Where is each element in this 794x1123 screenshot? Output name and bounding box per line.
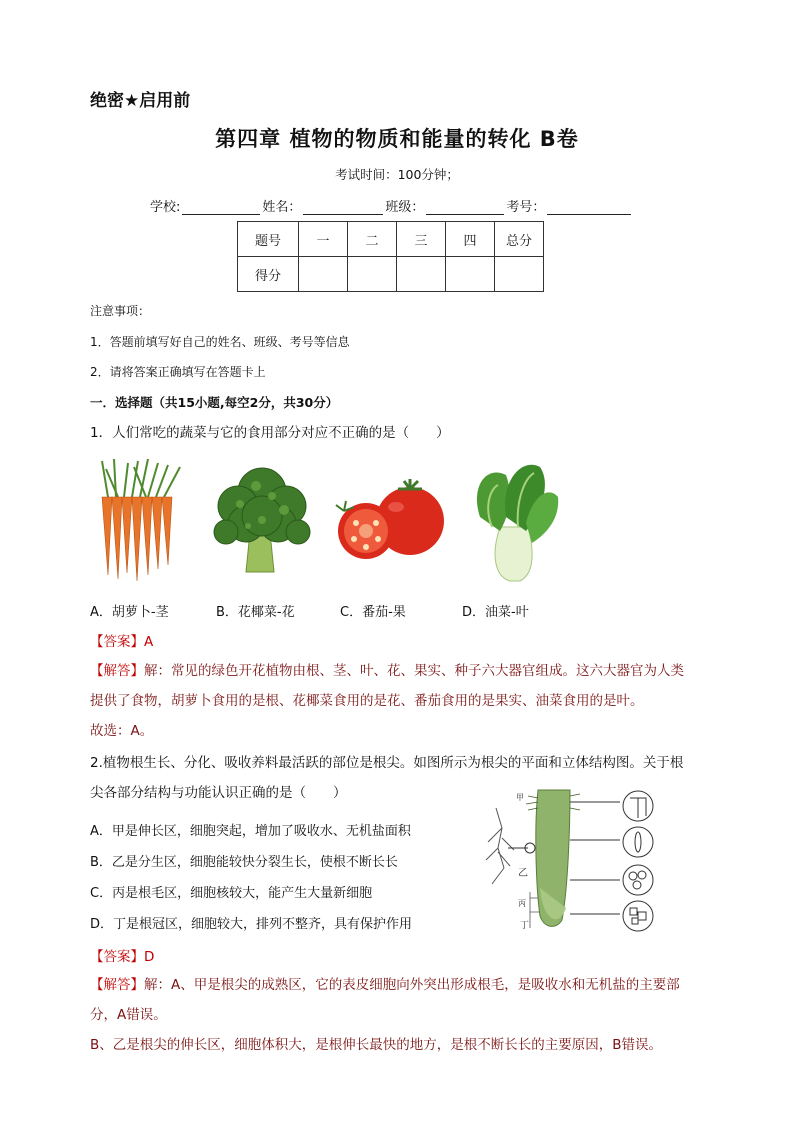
score-header-cell: 四 [446, 222, 495, 257]
name-blank[interactable] [303, 200, 383, 215]
label-ding: 丁 [520, 921, 530, 931]
explain-line: B、乙是根尖的伸长区，细胞体积大，是根伸长最快的地方，是根不断长长的主要原因，B错误。 [90, 1037, 663, 1053]
q1-option-d[interactable]: D．油菜-叶 [462, 605, 529, 620]
q1-option-b[interactable]: B．花椰菜-花 [216, 605, 295, 620]
carrot-image [88, 457, 188, 583]
root-label-glyphs [516, 793, 529, 931]
explain-line: 【解答】解：A、甲是根尖的成熟区，它的表皮细胞向外突出形成根毛，是吸收水和无机盐的主要部 [90, 977, 680, 993]
question-2-stem: 2.植物根生长、分化、吸收养料最活跃的部位是根尖。如图所示为根尖的平面和立体结构图。关于根 尖各部分结构与功能认识正确的是（ ） [90, 755, 684, 801]
school-label: 学校: [150, 200, 181, 215]
score-header-cell: 二 [348, 222, 397, 257]
bok-choy-image [470, 457, 560, 585]
score-table-header [238, 222, 544, 257]
score-header-cell: 题号 [238, 222, 299, 257]
answer-value: A [144, 634, 154, 650]
explain-tag: 【解答】 [90, 977, 144, 993]
score-header-cell: 三 [397, 222, 446, 257]
explain-line: 分，A错误。 [90, 1007, 167, 1023]
q2-explanation [90, 970, 710, 1060]
explain-tag: 【解答】 [90, 663, 144, 679]
root-tip-diagram [478, 788, 668, 936]
q2-option-a[interactable]: A．甲是伸长区，细胞突起，增加了吸收水、无机盐面积 [90, 824, 411, 839]
secret-label: 绝密★启用前 [90, 91, 191, 111]
q1-explanation [90, 656, 710, 746]
label-yi: 乙 [518, 868, 528, 879]
label-jia: 甲 [516, 793, 524, 802]
score-table [237, 221, 544, 292]
question-1-stem: 1．人们常吃的蔬菜与它的食用部分对应不正确的是（ ） [90, 425, 450, 441]
student-info-line [150, 196, 633, 215]
q1-option-a[interactable]: A．胡萝卜-茎 [90, 605, 169, 620]
exam-time: 考试时间：100分钟； [335, 167, 459, 182]
score-row-label: 得分 [238, 257, 299, 292]
school-blank[interactable] [182, 200, 260, 215]
number-label: 考号： [506, 200, 546, 215]
score-cell[interactable] [299, 257, 348, 292]
score-cell[interactable] [348, 257, 397, 292]
score-cell[interactable] [446, 257, 495, 292]
number-blank[interactable] [547, 200, 631, 215]
answer-tag: 【答案】 [90, 949, 144, 965]
note-item: 2．请将答案正确填写在答题卡上 [90, 365, 266, 379]
tomato-image [332, 477, 448, 563]
q1-option-c[interactable]: C．番茄-果 [340, 605, 406, 620]
q2-option-d[interactable]: D．丁是根冠区，细胞较大，排列不整齐，具有保护作用 [90, 917, 413, 932]
name-label: 姓名： [262, 200, 302, 215]
score-cell[interactable] [495, 257, 544, 292]
score-header-cell: 总分 [495, 222, 544, 257]
score-cell[interactable] [397, 257, 446, 292]
q2-option-c[interactable]: C．丙是根毛区，细胞核较大，能产生大量新细胞 [90, 886, 373, 901]
section-title: 一．选择题（共15小题,每空2分，共30分） [90, 395, 339, 410]
explain-line: 【解答】解：常见的绿色开花植物由根、茎、叶、花、果实、种子六大器官组成。这六大器官为人类 [90, 663, 684, 679]
answer-tag: 【答案】 [90, 634, 144, 650]
note-item: 1．答题前填写好自己的姓名、班级、考号等信息 [90, 335, 350, 349]
notes-title: 注意事项： [90, 304, 151, 318]
q1-answer [90, 630, 153, 650]
q2-answer [90, 945, 154, 965]
score-header-cell: 一 [299, 222, 348, 257]
score-table-row [238, 257, 544, 292]
explain-line: 提供了食物，胡萝卜食用的是根、花椰菜食用的是花、番茄食用的是果实、油菜食用的是叶。 [90, 693, 644, 709]
page-title: 第四章 植物的物质和能量的转化 B卷 [215, 127, 579, 151]
class-blank[interactable] [426, 200, 504, 215]
q2-option-b[interactable]: B．乙是分生区，细胞能较快分裂生长，使根不断长长 [90, 855, 398, 870]
class-label: 班级： [385, 200, 425, 215]
broccoli-image [212, 462, 312, 576]
explain-line: 故选：A。 [90, 723, 154, 739]
label-bing: 丙 [518, 899, 526, 908]
answer-value: D [144, 949, 155, 965]
